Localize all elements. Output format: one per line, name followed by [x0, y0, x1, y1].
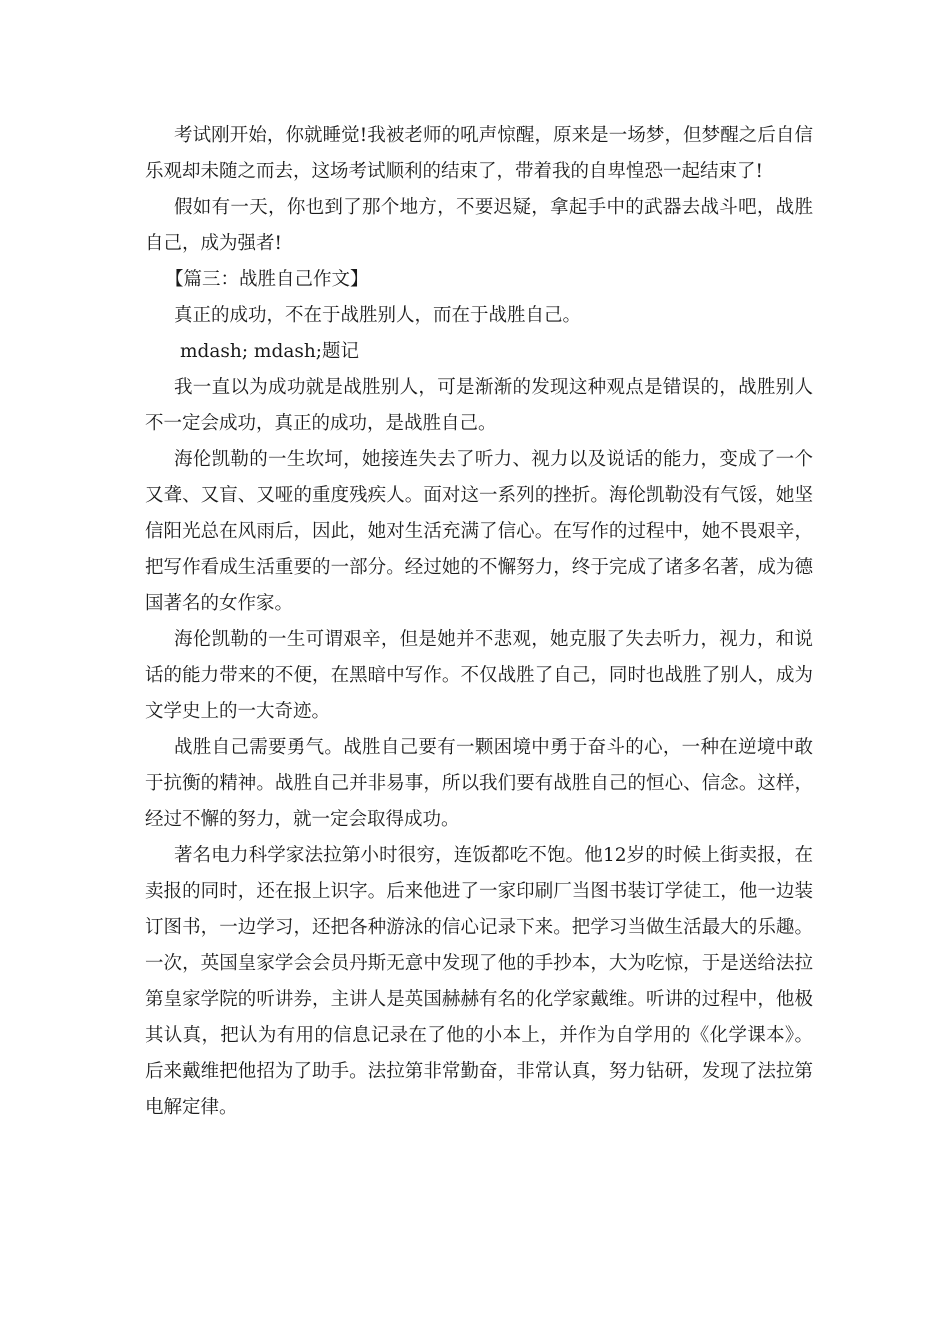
document-content	[145, 118, 813, 1126]
paragraph-body-3: 海伦凯勒的一生可谓艰辛，但是她并不悲观，她克服了失去听力，视力，和说话的能力带来的不便，在黑暗中写作。不仅战胜了自己，同时也战胜了别人，成为文学史上的一大奇迹。	[145, 629, 813, 722]
epigraph: 真正的成功，不在于战胜别人，而在于战胜自己。	[174, 305, 582, 326]
paragraph-body-1: 我一直以为成功就是战胜别人，可是渐渐的发现这种观点是错误的，战胜别人不一定会成功，真正的成功，是战胜自己。	[145, 377, 813, 434]
paragraph-be-strong: 假如有一天，你也到了那个地方，不要迟疑，拿起手中的武器去战斗吧，战胜自己，成为强者!	[145, 197, 813, 254]
paragraph-body-5: 著名电力科学家法拉第小时很穷，连饭都吃不饱。他12岁的时候上街卖报，在卖报的同时，还在报上识字。后来他进了一家印刷厂当图书装订学徒工，他一边装订图书，一边学习，还把各种游泳的信心记录下来。把学习当做生活最大的乐趣。一次，英国皇家学会会员丹斯无意中发现了他的手抄本，大为吃惊，于是送给法拉第皇家学院的听讲券，主讲人是英国赫赫有名的化学家戴维。听讲的过程中，他极其认真，把认为有用的信息记录在了他的小本上，并作为自学用的《化学课本》。后来戴维把他招为了助手。法拉第非常勤奋，非常认真，努力钻研，发现了法拉第电解定律。	[145, 845, 813, 1118]
paragraph-body-4: 战胜自己需要勇气。战胜自己要有一颗困境中勇于奋斗的心，一种在逆境中敢于抗衡的精神。战胜自己并非易事，所以我们要有战胜自己的恒心、信念。这样，经过不懈的努力，就一定会取得成功。	[145, 737, 813, 830]
paragraph-exam-dream: 考试刚开始，你就睡觉!我被老师的吼声惊醒，原来是一场梦，但梦醒之后自信乐观却未随之而去，这场考试顺利的结束了，带着我的自卑惶恐一起结束了!	[145, 125, 813, 182]
section-heading: 【篇三：战胜自己作文】	[165, 269, 369, 290]
paragraph-body-2: 海伦凯勒的一生坎坷，她接连失去了听力、视力以及说话的能力，变成了一个又聋、又盲、又哑的重度残疾人。面对这一系列的挫折。海伦凯勒没有气馁，她坚信阳光总在风雨后，因此，她对生活充满了信心。在写作的过程中，她不畏艰辛，把写作看成生活重要的一部分。经过她的不懈努力，终于完成了诸多名著，成为德国著名的女作家。	[145, 449, 813, 614]
epigraph-note: mdash; mdash;题记	[180, 341, 359, 362]
